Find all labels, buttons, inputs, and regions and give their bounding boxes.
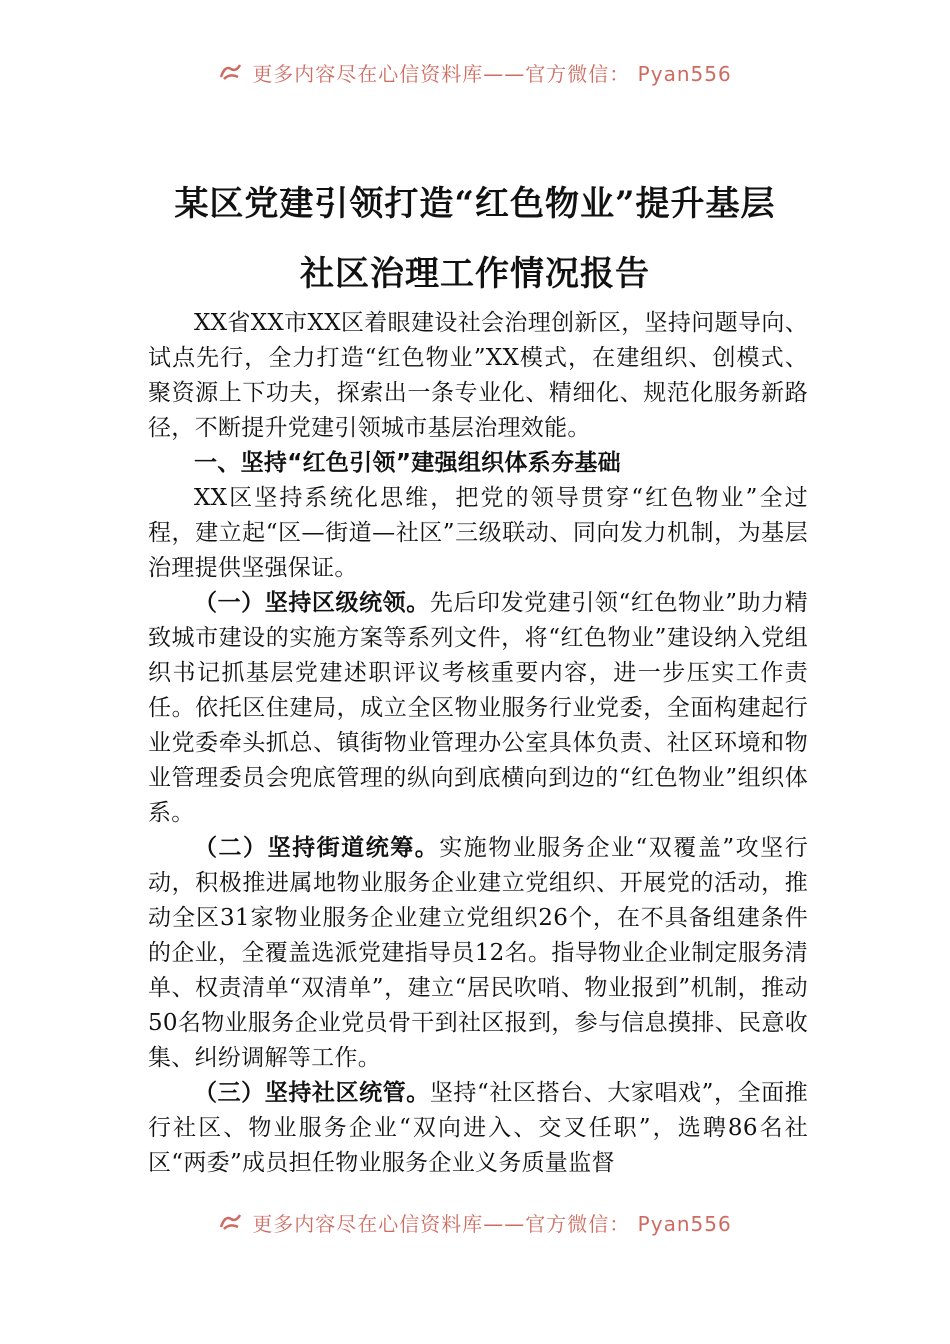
item1-body: 先后印发党建引领“红色物业”助力精致城市建设的实施方案等系列文件，将“红色物业”建设纳入党组织书记抓基层党建述职评议考核重要内容，进一步压实工作责任。依托区住建局，成立全区物业服务行业党委，全面构建起行业党委牵头抓总、镇街物业管理办公室具体负责、社区环境和物业管理委员会兜底管理的纵向到底横向到边的“红色物业”组织体系。 xyxy=(148,590,808,826)
watermark-top xyxy=(0,58,950,86)
item3-lead: （三）坚持社区统管。 xyxy=(194,1080,430,1106)
section1-heading: 一、坚持“红色引领”建强组织体系夯基础 xyxy=(194,450,621,476)
watermark-bottom xyxy=(0,1208,950,1236)
item2-body: 实施物业服务企业“双覆盖”攻坚行动，积极推进属地物业服务企业建立党组织、开展党的活动，推动全区31家物业服务企业建立党组织26个，在不具备组建条件的企业，全覆盖选派党建指导员12名。指导物业企业制定服务清单、权责清单“双清单”，建立“居民吹哨、物业报到”机制，推动50名物业服务企业党员骨干到社区报到，参与信息摸排、民意收集、纠纷调解等工作。 xyxy=(148,835,809,1071)
watermark-text: 更多内容尽在心信资料库——官方微信： Pyan556 xyxy=(252,61,732,86)
document-body xyxy=(148,306,808,1181)
document-title-line1: 某区党建引领打造“红色物业”提升基层 xyxy=(174,184,776,224)
document-title-line2: 社区治理工作情况报告 xyxy=(300,254,650,294)
item1-lead: （一）坚持区级统领。 xyxy=(194,590,430,616)
intro-paragraph: XX省XX市XX区着眼建设社会治理创新区，坚持问题导向、试点先行，全力打造“红色物业”XX模式，在建组织、创模式、聚资源上下功夫，探索出一条专业化、精细化、规范化服务新路径，不断提升党建引领城市基层治理效能。 xyxy=(148,310,808,441)
item2-paragraph xyxy=(148,831,808,1076)
item3-body: 坚持“社区搭台、大家唱戏”，全面推行社区、物业服务企业“双向进入、交叉任职”，选聘86名社区“两委”成员担任物业服务企业义务质量监督 xyxy=(148,1080,808,1176)
watermark-logo-icon xyxy=(218,61,244,83)
watermark-logo-icon xyxy=(218,1211,244,1233)
item2-lead: （二）坚持街道统筹。 xyxy=(194,835,440,861)
watermark-text: 更多内容尽在心信资料库——官方微信： Pyan556 xyxy=(252,1211,732,1236)
item3-paragraph xyxy=(148,1076,808,1181)
item1-paragraph xyxy=(148,586,808,831)
section1-intro-paragraph: XX区坚持系统化思维，把党的领导贯穿“红色物业”全过程，建立起“区—街道—社区”三级联动、同向发力机制，为基层治理提供坚强保证。 xyxy=(148,485,808,581)
